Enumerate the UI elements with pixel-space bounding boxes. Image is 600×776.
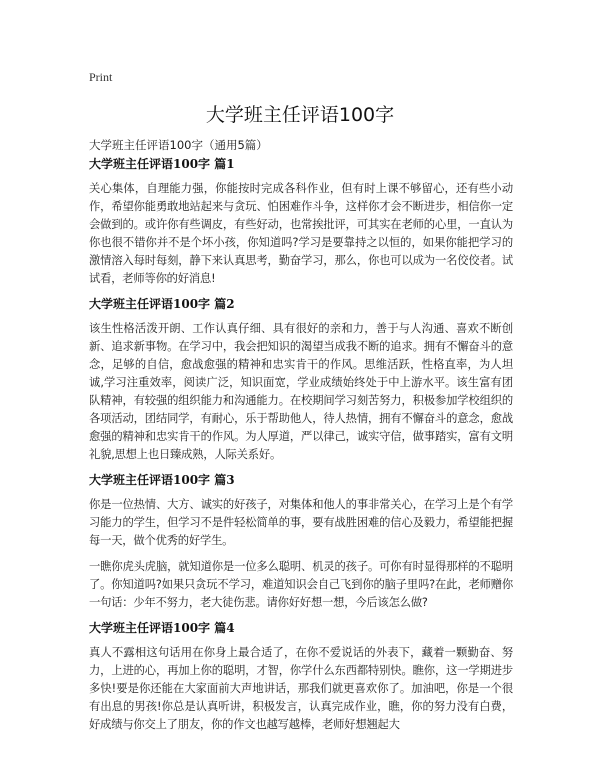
- page-title: 大学班主任评语100字: [205, 104, 395, 126]
- document-body: [89, 156, 513, 742]
- paragraph: 该生性格活泼开朗、工作认真仔细、具有很好的亲和力，善于与人沟通、喜欢不断创新、追求新事物。在学习中，我会把知识的渴望当成我不断的追求。拥有不懈奋斗的意念，足够的自信，愈战愈强的精神和忠实肯干的作风。思维活跃，性格直率，为人坦诚,学习注重效率，阅读广泛，知识面宽，学业成绩始终处于中上游水平。该生富有团队精神，有较强的组织能力和沟通能力。在校期间学习刻苦努力，积极参加学校组织的各项活动，团结同学，有耐心，乐于帮助他人，待人热情，拥有不懈奋斗的意念，愈战愈强的精神和忠实肯干的作风。为人厚道，严以律己，诚实守信，做事踏实，富有文明礼貌,思想上也日臻成熟，人际关系好。: [89, 322, 513, 461]
- section-heading: 大学班主任评语100字 篇4: [89, 621, 235, 635]
- section: [89, 296, 513, 464]
- section: [89, 620, 513, 734]
- section-heading: 大学班主任评语100字 篇2: [89, 297, 235, 311]
- paragraph: 一瞧你虎头虎脑，就知道你是一位多么聪明、机灵的孩子。可你有时显得那样的不聪明了。你知道吗?如果只贪玩不学习，难道知识会自己飞到你的脑子里吗?在此，老师赠你一句话：少年不努力，老大徒伤悲。请你好好想一想，今后该怎么做?: [89, 560, 513, 609]
- section-heading: 大学班主任评语100字 篇1: [89, 157, 235, 171]
- document-subtitle: 大学班主任评语100字（通用5篇）: [89, 138, 268, 152]
- paragraph: 真人不露相这句话用在你身上最合适了，在你不爱说话的外表下，藏着一颗勤奋、努力，上进的心，再加上你的聪明，才智，你学什么东西都特别快。瞧你，这一学期进步多快!要是你还能在大家面前大声地讲话，那我们就更喜欢你了。加油吧，你是一个很有出息的男孩!你总是认真听讲，积极发言，认真完成作业，瞧，你的努力没有白费，好成绩与你交上了朋友，你的作文也越写越棒，老师好想翘起大: [89, 646, 513, 731]
- paragraph: 你是一位热情、大方、诚实的好孩子，对集体和他人的事非常关心，在学习上是个有学习能力的学生，但学习不是件轻松简单的事，要有战胜困难的信心及毅力，希望能把握每一天，做个优秀的好学生。: [89, 498, 513, 547]
- section: [89, 156, 513, 288]
- section: [89, 472, 513, 612]
- section-heading: 大学班主任评语100字 篇3: [89, 473, 235, 487]
- print-link[interactable]: Print: [89, 70, 113, 84]
- paragraph: 关心集体，自理能力强，你能按时完成各科作业，但有时上课不够留心，还有些小动作，希望你能勇敢地站起来与贪玩、怕困难作斗争，这样你才会不断进步，相信你一定会做到的。或许你有些调皮，有些好动，也常挨批评，可其实在老师的心里，一直认为你也很不错你并不是个坏小孩，你知道吗?学习是要靠持之以恒的，如果你能把学习的激情溶入每时每刻，静下来认真思考，勤奋学习，那么，你也可以成为一名佼佼者。试试看，老师等你的好消息!: [89, 182, 513, 285]
